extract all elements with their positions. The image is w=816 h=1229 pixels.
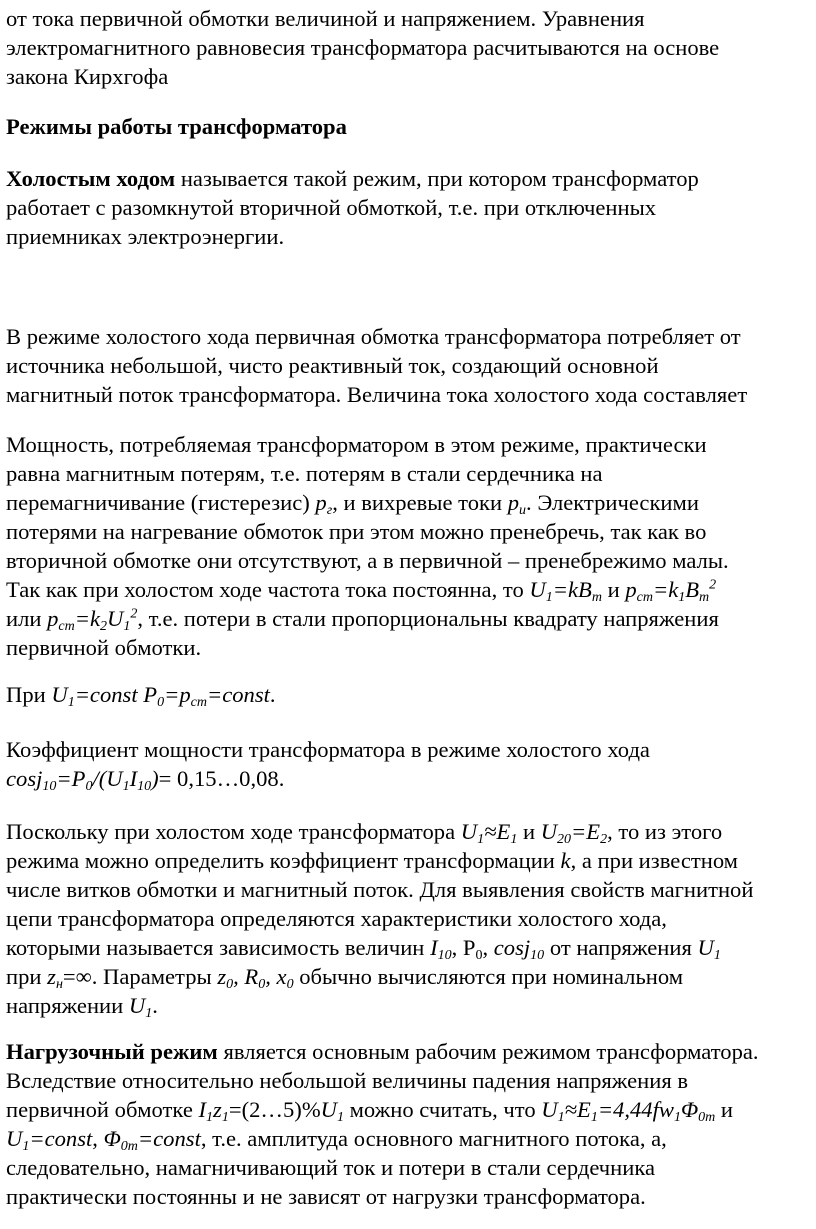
text-line: Холостым ходом называется такой режим, при котором трансформатор bbox=[6, 166, 699, 191]
text-line: магнитный поток трансформатора. Величина тока холостого хода составляет bbox=[6, 382, 748, 407]
formula-k: k bbox=[560, 848, 571, 873]
text-line: числе витков обмотки и магнитный поток. Для выявления свойств магнитной bbox=[6, 877, 754, 902]
text-line: Нагрузочный режим является основным рабочим режимом трансформатора. bbox=[6, 1039, 759, 1064]
text-line: работает с разомкнутой вторичной обмоткой, т.е. при отключенных bbox=[6, 195, 657, 220]
text-line: $U_1=const$, $\Phi_{0m}=const$, т.е. амплитуда основного магнитного потока, а, bbox=[6, 1126, 667, 1154]
text-line: Коэффициент мощности трансформатора в режиме холостого хода bbox=[6, 737, 650, 762]
text-line: Поскольку при холостом ходе трансформатора $U_1\approx E_1$ и $U_{20}=E_2$, то из этого bbox=[6, 819, 723, 847]
text-line: напряжении $U_1$. bbox=[6, 993, 158, 1021]
idle-current-paragraph bbox=[6, 322, 814, 409]
term-idle: Холостым ходом bbox=[6, 166, 176, 191]
term-load-mode: Нагрузочный режим bbox=[6, 1039, 218, 1064]
text-line: При $U_1=const$ $P_0=p_{cm}=const$. bbox=[6, 682, 276, 710]
text-line: Вследствие относительно небольшой величины падения напряжения в bbox=[6, 1068, 689, 1093]
const-paragraph bbox=[6, 680, 814, 709]
text-line: следовательно, намагничивающий ток и потери в стали сердечника bbox=[6, 1155, 656, 1180]
formula-zn-infinity: $z_н=\infty$ bbox=[47, 964, 92, 992]
text-line: режима можно определить коэффициент трансформации k, а при известном bbox=[6, 848, 738, 873]
formula-parameters: $z_0$, $R_0$, $x_0$ bbox=[217, 964, 294, 992]
text-line: источника небольшой, чисто реактивный ток, создающий основной bbox=[6, 353, 659, 378]
text-line: которыми называется зависимость величин $I_{10}$, $P_0$, cosj$_{10}$ от напряжения $U_1$ bbox=[6, 935, 721, 963]
formula-pcm-k1bm2: $p_{cm}=k_1B_m^2$ bbox=[625, 577, 717, 605]
text-line: Так как при холостом ходе частота тока постоянна, то $U_1=kB_m$ и $p_{cm}=k_1B_m^2$ bbox=[6, 577, 717, 605]
formula-pg: $p_г$ bbox=[315, 490, 333, 518]
text-line: при $z_н=\infty$. Параметры $z_0$, $R_0$, $x_0$ обычно вычисляются при номинальном bbox=[6, 964, 684, 992]
formula-u1: $U_1$ bbox=[697, 935, 721, 963]
idle-power-paragraph bbox=[6, 430, 814, 662]
text-line: практически постоянны и не зависят от нагрузки трансформатора. bbox=[6, 1184, 646, 1209]
formula-quantities: $I_{10}$, $P_0$, cosj$_{10}$ bbox=[430, 935, 545, 963]
text-line: цепи трансформатора определяются характеристики холостого хода, bbox=[6, 906, 667, 931]
text-line: перемагничивание (гистерезис) $p_г$, и вихревые токи $p_и$. Электрическими bbox=[6, 490, 699, 518]
formula-pcm-k2u12: $p_{cm}=k_2U_1^2$ bbox=[47, 606, 138, 634]
section-heading: Режимы работы трансформатора bbox=[6, 114, 347, 139]
formula-const: $U_1=const$ $P_0=p_{cm}=const$ bbox=[51, 682, 270, 710]
text-line: вторичной обмотке они отсутствуют, а в первичной – пренебрежимо малы. bbox=[6, 548, 729, 573]
formula-u1: $U_1$ bbox=[128, 993, 153, 1021]
text-line: В режиме холостого хода первичная обмотка трансформатора потребляет от bbox=[6, 324, 741, 349]
idle-definition-paragraph bbox=[6, 164, 814, 251]
text-line: первичной обмотке $I_1z_1=(2\dots 5)\%U_1$ можно считать, что $U_1\approx E_1=4,44fw_1\Phi_{0m}$ и bbox=[6, 1097, 734, 1125]
power-factor-paragraph bbox=[6, 735, 814, 793]
load-mode-paragraph bbox=[6, 1037, 814, 1211]
formula-cosj10: $\cos j_{10}=P_0/(U_1I_{10})$ bbox=[6, 766, 159, 794]
text-line: от тока первичной обмотки величиной и напряжением. Уравнения bbox=[6, 6, 645, 31]
text-line: $\cos j_{10}=P_0/(U_1I_{10})=$ 0,15…0,08. bbox=[6, 766, 285, 794]
formula-pv: $p_и$ bbox=[507, 490, 527, 518]
formula-u1-e1: $U_1\approx E_1$ bbox=[460, 819, 518, 847]
text-line: приемниках электроэнергии. bbox=[6, 224, 285, 249]
text-line: закона Кирхгофа bbox=[6, 64, 169, 89]
intro-paragraph bbox=[6, 4, 814, 91]
formula-u20-e2: $U_{20}=E_2$ bbox=[540, 819, 608, 847]
formula-i1z1: $I_1z_1$ bbox=[198, 1097, 229, 1125]
text-line: Мощность, потребляемая трансформатором в этом режиме, практически bbox=[6, 432, 707, 457]
text-line: потерями на нагревание обмоток при этом можно пренебречь, так как во bbox=[6, 519, 707, 544]
formula-u1-kbm: $U_1=kB_m$ bbox=[529, 577, 602, 605]
text-line: электромагнитного равновесия трансформатора расчитываются на основе bbox=[6, 35, 720, 60]
text-line: первичной обмотки. bbox=[6, 635, 202, 660]
text-line: или $p_{cm}=k_2U_1^2$, т.е. потери в стали пропорциональны квадрату напряжения bbox=[6, 606, 719, 634]
ratio-paragraph bbox=[6, 817, 814, 1020]
formula-const-pair: $U_1=const$, $\Phi_{0m}=const$ bbox=[6, 1126, 201, 1154]
formula-u1: $U_1$ bbox=[320, 1097, 344, 1125]
text-line: равна магнитным потерям, т.е. потерям в стали сердечника на bbox=[6, 461, 603, 486]
formula-u1-e1-444: $U_1\approx E_1=4,44fw_1\Phi_{0m}$ bbox=[541, 1097, 716, 1125]
